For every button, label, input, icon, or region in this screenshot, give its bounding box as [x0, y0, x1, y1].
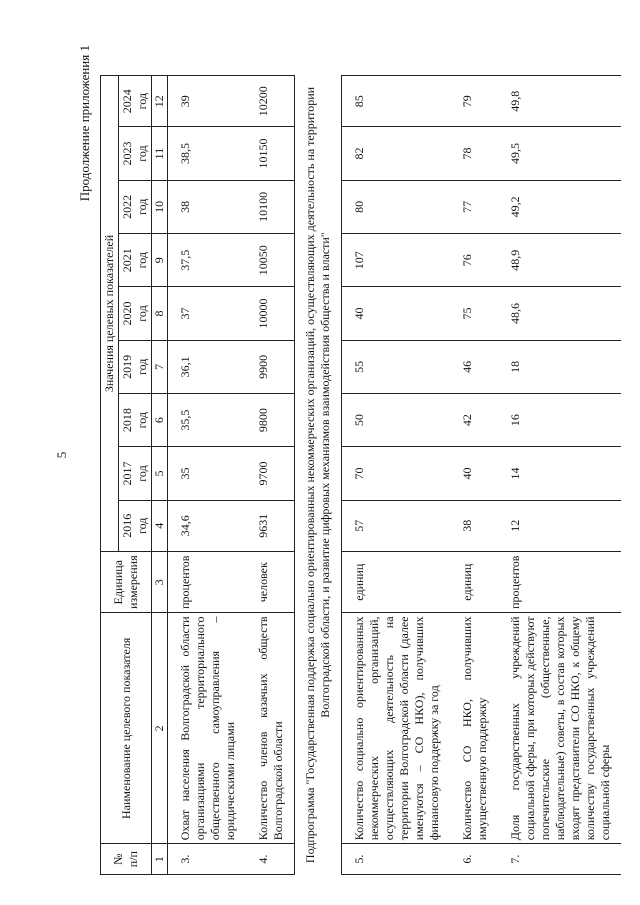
- row-value: 10100: [246, 180, 295, 233]
- header-year-2016: [119, 500, 152, 551]
- header-year-2021: [119, 234, 152, 287]
- row-value: 37: [168, 287, 247, 340]
- header-year-value: 2021: [120, 248, 134, 273]
- table-row: [450, 76, 498, 875]
- column-index: 10: [152, 180, 168, 233]
- row-value: 40: [342, 287, 451, 340]
- row-value: 38: [450, 500, 498, 551]
- header-year-unit: год: [135, 305, 149, 322]
- row-value: 40: [450, 447, 498, 500]
- column-index: 8: [152, 287, 168, 340]
- column-index: 5: [152, 447, 168, 500]
- column-index: 4: [152, 500, 168, 551]
- row-value: 107: [342, 234, 451, 287]
- row-value: 42: [450, 394, 498, 447]
- table-row: [246, 76, 295, 875]
- column-index: 2: [152, 613, 168, 844]
- header-year-unit: год: [135, 92, 149, 110]
- row-value: 35: [168, 447, 247, 500]
- header-year-unit: год: [135, 517, 149, 534]
- table-row: [498, 76, 621, 875]
- row-value: 36,1: [168, 340, 247, 393]
- header-year-unit: год: [135, 411, 149, 429]
- row-value: 79: [450, 76, 498, 127]
- header-year-2023: [119, 127, 152, 180]
- header-year-unit: год: [135, 358, 149, 376]
- column-index: 9: [152, 234, 168, 287]
- indicator-table: [100, 75, 621, 875]
- row-value: 55: [342, 340, 451, 393]
- row-value: 50: [342, 394, 451, 447]
- header-year-value: 2018: [120, 408, 134, 433]
- header-year-value: 2022: [120, 194, 134, 219]
- row-value: 49,2: [498, 180, 621, 233]
- row-value: 9631: [246, 500, 295, 551]
- row-value: 16: [498, 394, 621, 447]
- header-year-2018: [119, 394, 152, 447]
- table-row: [168, 76, 247, 875]
- column-index: 1: [152, 844, 168, 875]
- row-value: 48,6: [498, 287, 621, 340]
- row-name: Доля государственных учреждений социальной сферы, при которых действуют попечительские (общественные, наблюдательные) советы, в состав которых входят представители СО НКО, к общему количеству государственных учреждений социальной сферы: [498, 613, 621, 844]
- subprogram-row: [295, 76, 342, 875]
- row-name: Количество социально ориентированных некоммерческих организаций, осуществляющих деятельность на территории Волгоградской области (далее именуются – СО НКО), получивших финансовую поддержку за год: [342, 613, 451, 844]
- row-value: 9700: [246, 447, 295, 500]
- header-year-value: 2016: [120, 513, 134, 538]
- header-year-value: 2019: [120, 354, 134, 379]
- row-value: 10000: [246, 287, 295, 340]
- row-value: 10200: [246, 76, 295, 127]
- row-value: 82: [342, 127, 451, 180]
- row-value: 77: [450, 180, 498, 233]
- row-value: 12: [498, 500, 621, 551]
- header-name: Наименование целевого показателя: [101, 613, 152, 844]
- header-year-unit: год: [135, 465, 149, 482]
- column-index: 12: [152, 76, 168, 127]
- row-name: Количество членов казачьих обществ Волгоградской области: [246, 613, 295, 844]
- row-value: 34,6: [168, 500, 247, 551]
- header-year-value: 2024: [120, 89, 134, 114]
- row-value: 38: [168, 180, 247, 233]
- column-index: 11: [152, 127, 168, 180]
- header-year-2022: [119, 180, 152, 233]
- header-year-value: 2020: [120, 301, 134, 326]
- row-value: 39: [168, 76, 247, 127]
- row-value: 49,5: [498, 127, 621, 180]
- row-unit: человек: [246, 551, 295, 613]
- row-value: 35,5: [168, 394, 247, 447]
- row-value: 80: [342, 180, 451, 233]
- row-value: 85: [342, 76, 451, 127]
- appendix-label: Продолжение приложения 1: [77, 45, 92, 202]
- column-index: 3: [152, 551, 168, 613]
- row-value: 38,5: [168, 127, 247, 180]
- row-value: 10150: [246, 127, 295, 180]
- row-value: 48,9: [498, 234, 621, 287]
- row-value: 9800: [246, 394, 295, 447]
- row-unit: единиц: [450, 551, 498, 613]
- row-num: 3.: [168, 844, 247, 875]
- header-year-value: 2023: [120, 141, 134, 166]
- subprogram-title: Подпрограмма "Государственная поддержка социально ориентированных некоммерческих организаций, осуществляющих деятельность на территории Волгоградской области, и развитие цифровых механизмов взаимодействия общества и власти": [295, 76, 342, 875]
- header-values-group: Значения целевых показателей: [101, 76, 119, 552]
- header-year-2024: [119, 76, 152, 127]
- header-year-2017: [119, 447, 152, 500]
- row-unit: процентов: [498, 551, 621, 613]
- header-num: № п/п: [101, 844, 152, 875]
- header-unit: Единица измерения: [101, 551, 152, 613]
- row-value: 10050: [246, 234, 295, 287]
- row-num: 5.: [342, 844, 451, 875]
- row-value: 14: [498, 447, 621, 500]
- header-year-2020: [119, 287, 152, 340]
- row-value: 78: [450, 127, 498, 180]
- row-num: 6.: [450, 844, 498, 875]
- column-index: 6: [152, 394, 168, 447]
- header-year-unit: год: [135, 198, 149, 216]
- row-value: 75: [450, 287, 498, 340]
- header-year-2019: [119, 340, 152, 393]
- row-value: 37,5: [168, 234, 247, 287]
- row-value: 18: [498, 340, 621, 393]
- page-number: 5: [54, 451, 69, 459]
- row-num: 4.: [246, 844, 295, 875]
- row-value: 76: [450, 234, 498, 287]
- row-num: 7.: [498, 844, 621, 875]
- row-value: 46: [450, 340, 498, 393]
- header-year-unit: год: [135, 251, 149, 269]
- row-name: Количество СО НКО, получивших имущественную поддержку: [450, 613, 498, 844]
- header-year-unit: год: [135, 145, 149, 162]
- row-value: 9900: [246, 340, 295, 393]
- header-year-value: 2017: [120, 461, 134, 486]
- column-index-row: [152, 76, 168, 875]
- row-unit: единиц: [342, 551, 451, 613]
- row-name: Охват населения Волгоградской области организациями территориального общественного самоуправления – юридическими лицами: [168, 613, 247, 844]
- column-index: 7: [152, 340, 168, 393]
- row-value: 49,8: [498, 76, 621, 127]
- row-value: 70: [342, 447, 451, 500]
- row-value: 57: [342, 500, 451, 551]
- table-row: [342, 76, 451, 875]
- row-unit: процентов: [168, 551, 247, 613]
